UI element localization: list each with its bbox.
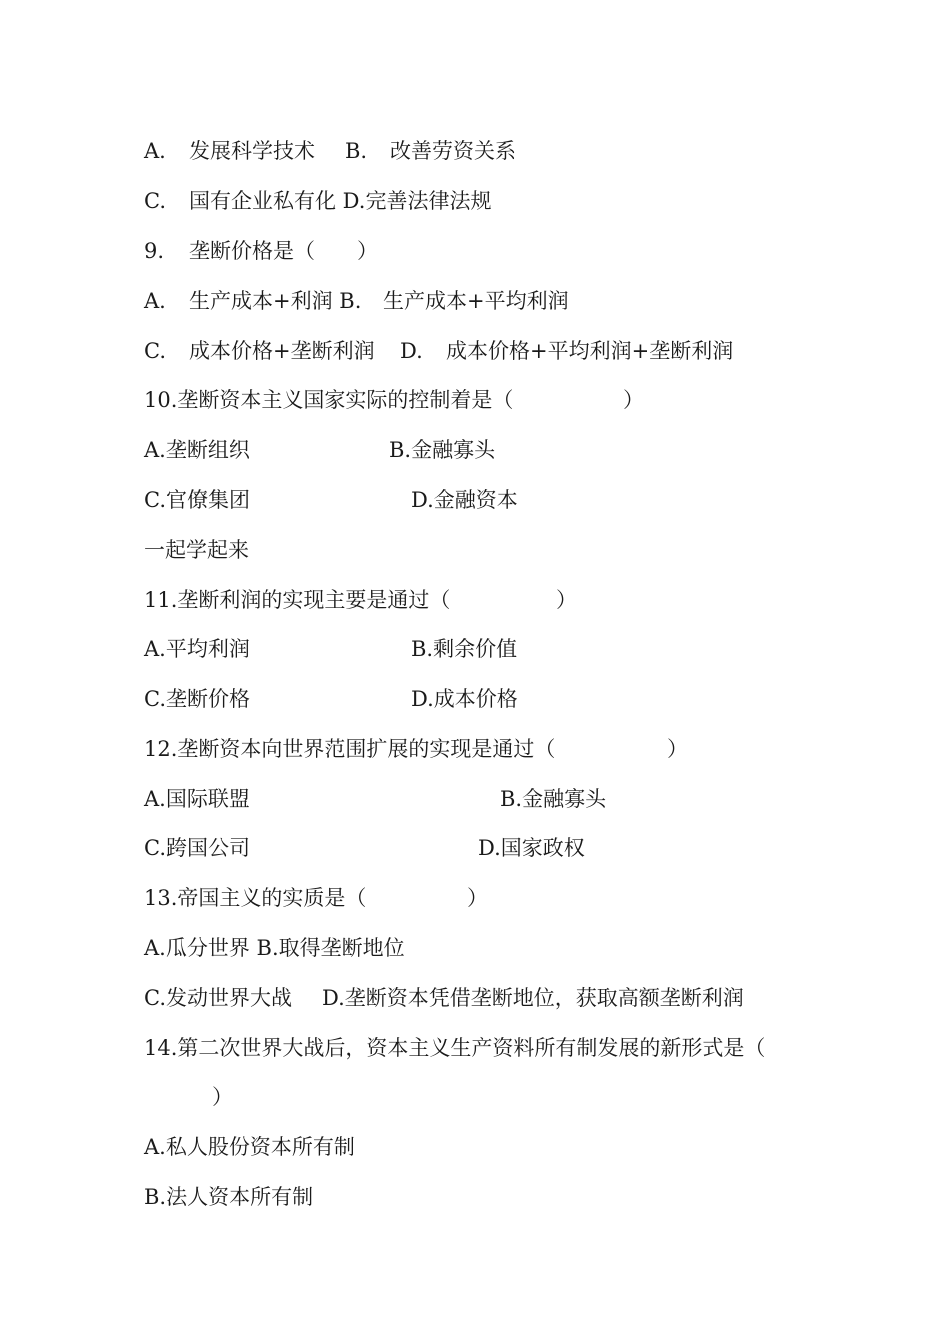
option-letter: C. xyxy=(144,189,166,213)
option-text: A.私人股份资本所有制 xyxy=(144,1135,355,1159)
option-letter: A. xyxy=(144,289,166,313)
answer-blank-close: ） xyxy=(467,886,488,910)
option-text: B.金融寡头 xyxy=(500,787,607,811)
option-text: 国有企业私有化 D.完善法律法规 xyxy=(189,189,492,213)
question-text: 14.第二次世界大战后，资本主义生产资料所有制发展的新形式是（ xyxy=(144,1036,766,1060)
option-letter: A. xyxy=(144,139,166,163)
question-text: 11.垄断利润的实现主要是通过（ xyxy=(144,588,451,612)
option-text: 成本价格+平均利润+垄断利润 xyxy=(446,339,734,363)
question-text: 13.帝国主义的实质是（ xyxy=(144,886,367,910)
option-letter: B. xyxy=(345,139,368,163)
option-text: B.金融寡头 xyxy=(389,438,496,462)
answer-blank-close: ） xyxy=(212,1085,233,1109)
option-text: C.垄断价格 xyxy=(144,687,250,711)
option-text: A.瓜分世界 B.取得垄断地位 xyxy=(144,936,405,960)
option-letter: C. xyxy=(144,339,166,363)
option-text: A.垄断组织 xyxy=(144,438,250,462)
option-text: C.官僚集团 xyxy=(144,488,250,512)
option-text: 改善劳资关系 xyxy=(390,139,516,163)
question-text: 12.垄断资本向世界范围扩展的实现是通过（ xyxy=(144,737,556,761)
option-text: 成本价格+垄断利润 xyxy=(189,339,375,363)
answer-blank-close: ） xyxy=(667,737,688,761)
option-text: 生产成本+利润 B. xyxy=(189,289,362,313)
option-text: D.国家政权 xyxy=(478,836,585,860)
option-text: C.跨国公司 xyxy=(144,836,250,860)
question-text: 垄断价格是（ ） xyxy=(189,239,378,263)
option-text: D.垄断资本凭借垄断地位，获取高额垄断利润 xyxy=(322,986,744,1010)
option-text: A.国际联盟 xyxy=(144,787,250,811)
option-text: B.剩余价值 xyxy=(411,637,518,661)
option-text: A.平均利润 xyxy=(144,637,250,661)
question-number: 9. xyxy=(144,239,165,263)
option-text: D.金融资本 xyxy=(411,488,518,512)
option-text: 发展科学技术 xyxy=(189,139,315,163)
option-text: C.发动世界大战 xyxy=(144,986,292,1010)
option-text: 生产成本+平均利润 xyxy=(383,289,569,313)
option-line xyxy=(144,1183,314,1267)
body-text: 一起学起来 xyxy=(144,538,249,562)
option-text: D.成本价格 xyxy=(411,687,518,711)
option-letter: D. xyxy=(400,339,423,363)
answer-blank-close: ） xyxy=(556,588,577,612)
option-text: B.法人资本所有制 xyxy=(144,1185,314,1209)
question-text: 10.垄断资本主义国家实际的控制着是（ xyxy=(144,388,514,412)
answer-blank-close: ） xyxy=(623,388,644,412)
